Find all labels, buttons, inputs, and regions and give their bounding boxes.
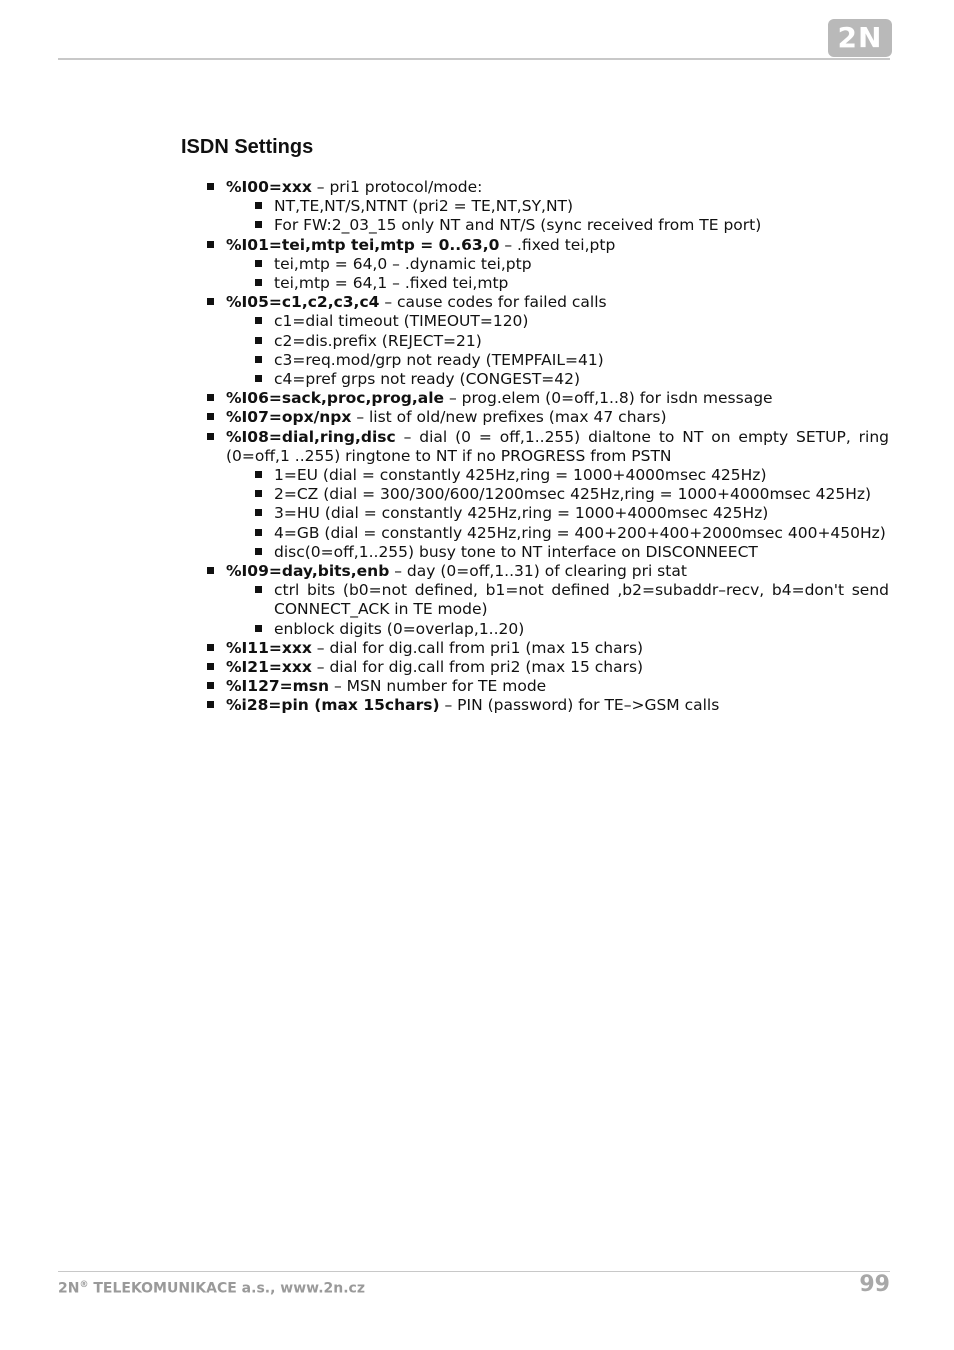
setting-subitem: tei,mtp = 64,1 – .fixed tei,mtp [226,274,889,293]
setting-description: – dial for dig.call from pri1 (max 15 chars) [311,638,644,657]
setting-item [181,696,889,715]
setting-item [181,428,889,562]
setting-item [181,236,889,294]
setting-description: – MSN number for TE mode [329,677,547,696]
setting-subitem: c4=pref grps not ready (CONGEST=42) [226,370,889,389]
setting-item [181,389,889,408]
setting-subitem: 4=GB (dial = constantly 425Hz,ring = 400+200+400+2000msec 400+450Hz) [226,524,889,543]
footer-divider [58,1271,890,1272]
setting-subitem: c1=dial timeout (TIMEOUT=120) [226,312,889,331]
setting-subitem: enblock digits (0=overlap,1..20) [226,620,889,639]
setting-sublist [226,466,889,562]
setting-code: %I127=msn [226,677,330,696]
setting-code: %i28=pin (max 15chars) [226,696,440,715]
setting-code: %I07=opx/npx [226,408,352,427]
setting-sublist [226,581,889,639]
setting-subitem: c3=req.mod/grp not ready (TEMPFAIL=41) [226,351,889,370]
setting-code: %I05=c1,c2,c3,c4 [226,293,380,312]
setting-description: – day (0=off,1..31) of clearing pri stat [389,562,687,581]
setting-description: – PIN (password) for TE–>GSM calls [439,696,720,715]
setting-subitem: 1=EU (dial = constantly 425Hz,ring = 1000+4000msec 425Hz) [226,466,889,485]
setting-item [181,562,889,639]
setting-sublist [226,255,889,293]
setting-code: %I01=tei,mtp tei,mtp = 0..63,0 [226,235,500,254]
setting-item [181,408,889,427]
footer-company-rest: TELEKOMUNIKACE a.s., www.2n.cz [88,1280,365,1297]
setting-code: %I00=xxx [226,178,312,196]
setting-code: %I21=xxx [226,658,312,677]
setting-description: – .fixed tei,ptp [499,235,616,254]
setting-code: %I09=day,bits,enb [226,562,390,581]
setting-subitem: c2=dis.prefix (REJECT=21) [226,332,889,351]
setting-subitem: For FW:2_03_15 only NT and NT/S (sync received from TE port) [226,216,889,235]
setting-description: – dial (0 = off,1..255) dialtone to NT on empty SETUP, ring (0=off,1 ..255) ringtone to NT if no PROGRESS from PSTN [226,427,889,465]
setting-item [181,293,889,389]
setting-subitem: ctrl bits (b0=not defined, b1=not defined ,b2=subaddr–recv, b4=don't send CONNECT_ACK in TE mode) [226,581,889,619]
setting-code: %I06=sack,proc,prog,ale [226,389,445,408]
setting-description: – prog.elem (0=off,1..8) for isdn message [444,389,773,408]
footer-company [58,1280,365,1297]
settings-list [181,178,889,716]
setting-subitem: NT,TE,NT/S,NTNT (pri2 = TE,NT,SY,NT) [226,197,889,216]
setting-description: – dial for dig.call from pri2 (max 15 chars) [311,658,644,677]
setting-code: %I11=xxx [226,638,312,657]
page-number: 99 [859,1272,890,1297]
setting-description: – list of old/new prefixes (max 47 chars) [351,408,667,427]
setting-sublist [226,312,889,389]
registered-mark: ® [79,1280,89,1290]
setting-description: – pri1 protocol/mode: [311,178,483,196]
setting-subitem: disc(0=off,1..255) busy tone to NT interface on DISCONNEECT [226,543,889,562]
setting-code: %I08=dial,ring,disc [226,427,396,446]
section-title: ISDN Settings [181,136,314,158]
settings-list-container [181,178,889,716]
setting-subitem: 2=CZ (dial = 300/300/600/1200msec 425Hz,ring = 1000+4000msec 425Hz) [226,485,889,504]
footer-company-prefix: 2N [58,1280,80,1297]
2n-logo [828,19,892,57]
setting-sublist [226,197,889,235]
setting-subitem: 3=HU (dial = constantly 425Hz,ring = 1000+4000msec 425Hz) [226,504,889,523]
setting-item [181,178,889,236]
header-divider [58,58,890,60]
setting-item [181,677,889,696]
setting-subitem: tei,mtp = 64,0 – .dynamic tei,ptp [226,255,889,274]
setting-description: – cause codes for failed calls [379,293,607,312]
logo-text: 2N [837,21,883,54]
setting-item [181,658,889,677]
setting-item [181,639,889,658]
